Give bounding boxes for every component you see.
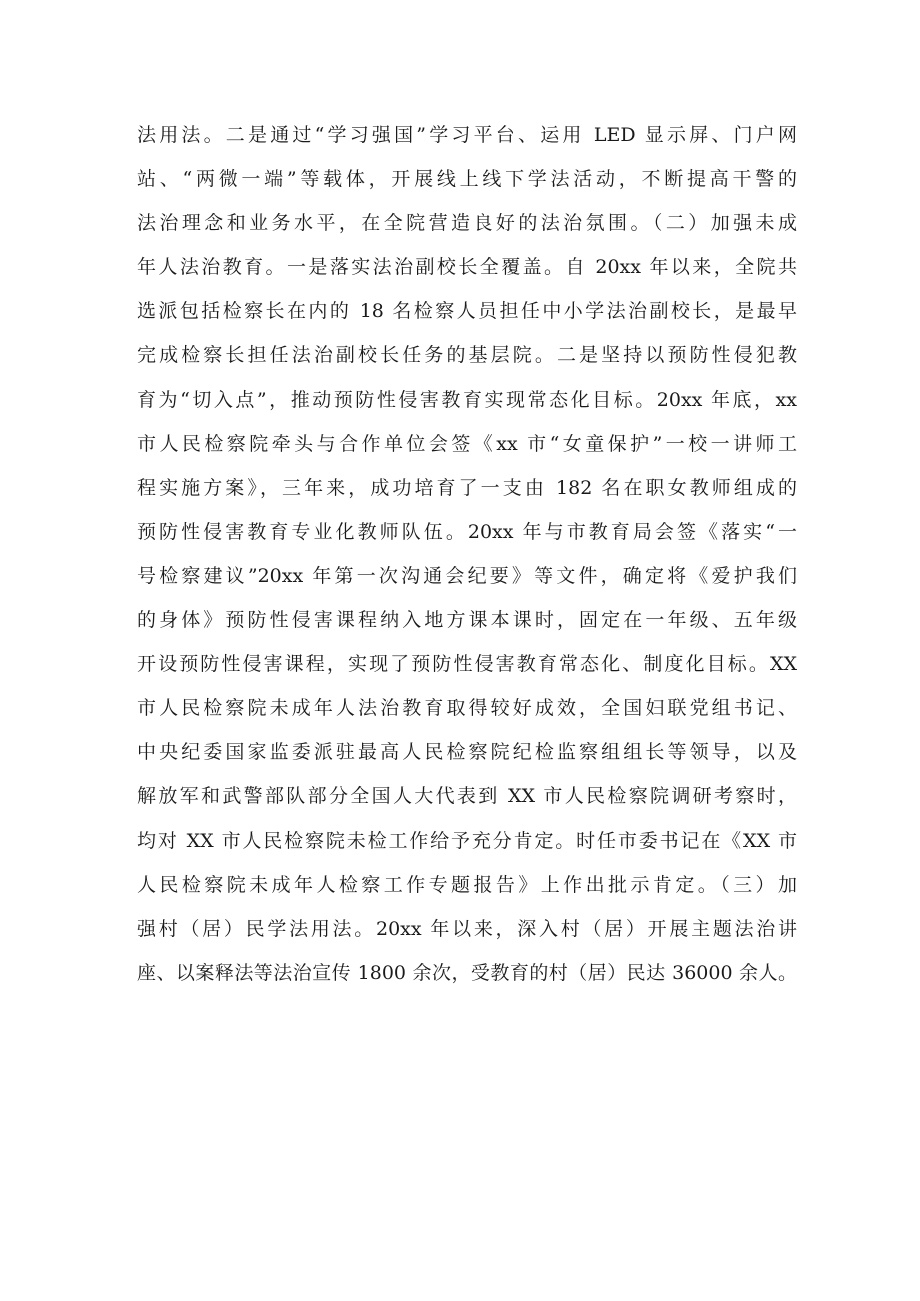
text-line: 育为“切入点”，推动预防性侵害教育实现常态化目标。20xx 年底，xx	[137, 388, 797, 411]
text-line: 法用法。二是通过“学习强国”学习平台、运用 LED 显示屏、门户网	[137, 124, 797, 146]
text-line: 座、以案释法等法治宣传 1800 余次，受教育的村（居）民达 36000 余人。	[137, 961, 797, 984]
text-line: 法治理念和业务水平，在全院营造良好的法治氛围。（二）加强未成	[137, 212, 797, 235]
text-line: 站、“两微一端”等载体，开展线上线下学法活动，不断提高干警的	[137, 168, 797, 191]
text-line: 年人法治教育。一是落实法治副校长全覆盖。自 20xx 年以来，全院共	[137, 256, 797, 279]
text-line: 预防性侵害教育专业化教师队伍。20xx 年与市教育局会签《落实“一	[137, 520, 797, 543]
text-line: 强村（居）民学法用法。20xx 年以来，深入村（居）开展主题法治讲	[137, 917, 797, 940]
text-line: 人民检察院未成年人检察工作专题报告》上作出批示肯定。（三）加	[137, 873, 797, 896]
text-line: 完成检察长担任法治副校长任务的基层院。二是坚持以预防性侵犯教	[137, 344, 797, 367]
text-line: 的身体》预防性侵害课程纳入地方课本课时，固定在一年级、五年级	[137, 609, 797, 632]
body-paragraph	[137, 113, 797, 995]
text-line: 程实施方案》，三年来，成功培育了一支由 182 名在职女教师组成的	[137, 476, 797, 499]
text-line: 均对 XX 市人民检察院未检工作给予充分肯定。时任市委书记在《XX 市	[137, 829, 797, 852]
text-line: 市人民检察院未成年人法治教育取得较好成效，全国妇联党组书记、	[137, 697, 797, 720]
text-line: 解放军和武警部队部分全国人大代表到 XX 市人民检察院调研考察时，	[137, 785, 797, 808]
text-line: 中央纪委国家监委派驻最高人民检察院纪检监察组组长等领导，以及	[137, 741, 797, 764]
text-line: 市人民检察院牵头与合作单位会签《xx 市“女童保护”一校一讲师工	[137, 432, 797, 455]
text-line: 选派包括检察长在内的 18 名检察人员担任中小学法治副校长，是最早	[137, 300, 797, 323]
text-line: 号检察建议”20xx 年第一次沟通会纪要》等文件，确定将《爱护我们	[137, 564, 797, 587]
text-line: 开设预防性侵害课程，实现了预防性侵害教育常态化、制度化目标。XX	[137, 653, 797, 676]
